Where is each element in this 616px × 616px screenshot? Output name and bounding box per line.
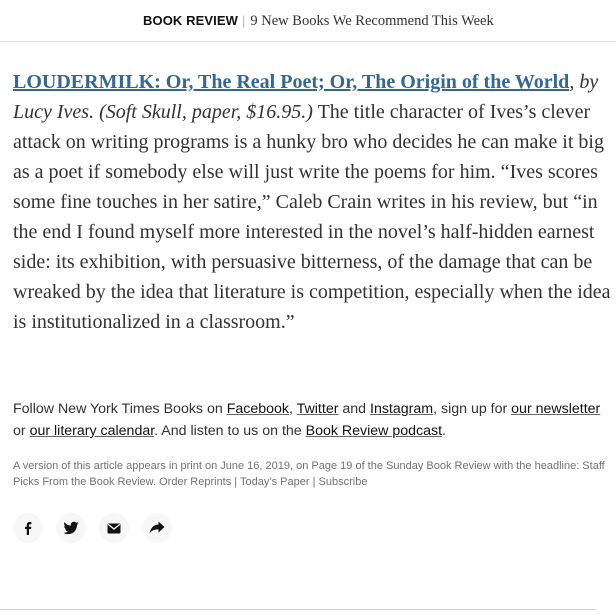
twitter-icon xyxy=(63,521,79,535)
twitter-share-button[interactable] xyxy=(56,513,86,543)
facebook-link[interactable]: Facebook xyxy=(226,401,290,417)
follow-text: Follow New York Times Books on xyxy=(13,401,227,417)
follow-paragraph xyxy=(13,398,613,442)
header-breadcrumb xyxy=(143,12,494,31)
follow-period: . xyxy=(442,423,446,439)
facebook-share-button[interactable] xyxy=(13,513,43,543)
review-paragraph xyxy=(13,67,616,337)
print-note-separator: | xyxy=(309,476,319,488)
twitter-link[interactable]: Twitter xyxy=(296,401,339,417)
print-note-text: A version of this article appears in print on June 16, 2019, on Page 19 of the Sunday Book Review with the headline: Staff Picks From the Book Review. xyxy=(13,460,605,488)
instagram-link[interactable]: Instagram xyxy=(370,401,434,417)
order-reprints-link[interactable]: Order Reprints xyxy=(159,476,232,488)
print-note-separator: | xyxy=(231,476,241,488)
article-title: 9 New Books We Recommend This Week xyxy=(250,13,494,29)
facebook-icon xyxy=(21,521,35,535)
more-share-button[interactable] xyxy=(142,513,172,543)
email-icon xyxy=(107,523,121,534)
share-icon xyxy=(149,521,165,535)
literary-calendar-link[interactable]: our literary calendar xyxy=(29,423,155,439)
print-note xyxy=(13,458,613,490)
book-byline: , by Lucy Ives. (Soft Skull, paper, $16.95.) xyxy=(13,71,599,123)
header-separator: | xyxy=(242,13,246,28)
follow-signup-text: , sign up for xyxy=(433,401,512,417)
follow-and: and xyxy=(338,401,370,417)
todays-paper-link[interactable]: Today’s Paper xyxy=(240,476,310,488)
email-share-button[interactable] xyxy=(99,513,129,543)
follow-or: or xyxy=(13,423,30,439)
follow-listen-text: . And listen to us on the xyxy=(154,423,306,439)
section-label[interactable]: BOOK REVIEW xyxy=(143,13,238,28)
bottom-divider xyxy=(0,609,596,610)
book-title-link[interactable]: LOUDERMILK: Or, The Real Poet; Or, The Origin of the World xyxy=(13,71,570,93)
podcast-link[interactable]: Book Review podcast xyxy=(305,423,443,439)
review-body: The title character of Ives’s clever attack on writing programs is a hunky bro who decides he can make it big as a poet if somebody else will just write the poems for him. “Ives scores some fine touches in her satire,” Caleb Crain writes in his review, but “in the end I found myself more interested in the novel’s half-hidden earnest side: its exhibition, with persuasive bitterness, of the damage that can be wreaked by the idea that literature is competition, especially when the idea is institutionalized in a classroom.” xyxy=(13,101,611,333)
site-header xyxy=(0,0,616,42)
subscribe-link[interactable]: Subscribe xyxy=(318,476,368,488)
newsletter-link[interactable]: our newsletter xyxy=(511,401,601,417)
follow-comma: , xyxy=(289,401,293,417)
